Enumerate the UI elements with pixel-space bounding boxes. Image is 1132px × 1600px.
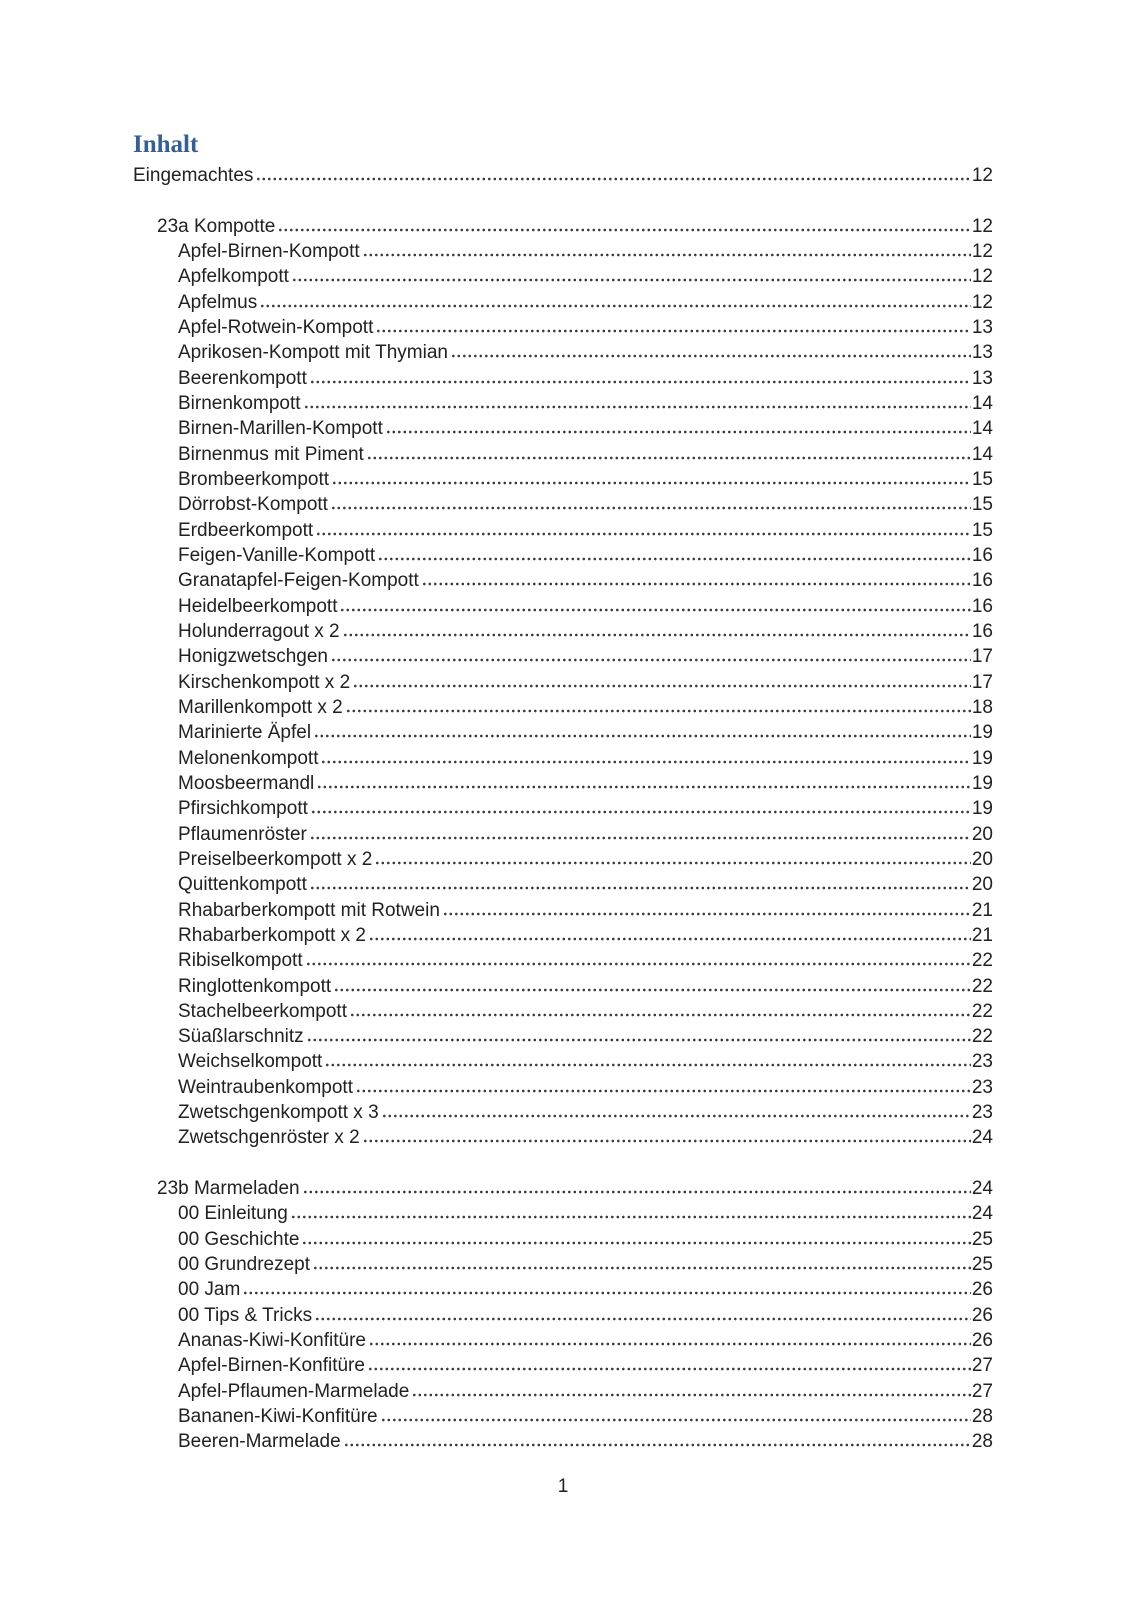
dot-leader [314, 1266, 971, 1270]
toc-entry-page: 16 [971, 595, 993, 617]
toc-entry-label: 00 Einleitung [178, 1203, 288, 1225]
toc-entry-page: 13 [971, 367, 993, 389]
dot-leader [369, 1367, 971, 1371]
toc-entry[interactable] [178, 545, 993, 570]
toc-entry[interactable] [178, 444, 993, 469]
toc-entry-label: Dörrobst-Kompott [178, 494, 328, 516]
toc-entry-page: 23 [971, 1076, 993, 1098]
toc-entry-label: Erdbeerkompott [178, 519, 314, 541]
toc-entry-label: Apfelkompott [178, 266, 289, 288]
toc-entry-page: 24 [971, 1127, 993, 1149]
toc-entry[interactable] [157, 216, 993, 241]
toc-entry[interactable] [178, 1026, 993, 1051]
toc-entry-label: Preiselbeerkompott x 2 [178, 848, 373, 870]
dot-leader [311, 886, 971, 890]
toc-entry[interactable] [178, 266, 993, 291]
toc-entry-page: 12 [971, 165, 993, 186]
toc-entry[interactable] [178, 1203, 993, 1228]
toc-entry-page: 12 [971, 240, 993, 262]
toc-entry-page: 26 [971, 1304, 993, 1326]
dot-leader [326, 1063, 971, 1067]
toc-entry[interactable] [178, 1229, 993, 1254]
dot-leader [444, 912, 971, 916]
toc-entry-page: 14 [971, 392, 993, 414]
toc-entry-page: 20 [971, 874, 993, 896]
toc-entry[interactable] [178, 1305, 993, 1330]
toc-entry-page: 21 [971, 899, 993, 921]
toc-entry-label: Kirschenkompott x 2 [178, 671, 351, 693]
toc-entry-page: 17 [971, 671, 993, 693]
toc-entry-page: 21 [971, 924, 993, 946]
toc-entry-page: 22 [971, 975, 993, 997]
dot-leader [257, 177, 970, 181]
toc-entry-page: 26 [971, 1279, 993, 1301]
toc-entry-label: Aprikosen-Kompott mit Thymian [178, 342, 448, 364]
dot-leader [303, 1241, 970, 1245]
dot-leader [377, 329, 970, 333]
toc-entry-label: Beeren-Marmelade [178, 1431, 341, 1453]
toc-entry[interactable] [178, 773, 993, 798]
toc-entry[interactable] [178, 596, 993, 621]
toc-entry-label: 00 Grundrezept [178, 1254, 311, 1276]
dot-leader [311, 836, 971, 840]
toc-list [133, 165, 993, 1457]
toc-entry-label: Marillenkompott x 2 [178, 696, 343, 718]
dot-leader [387, 430, 971, 434]
dot-leader [292, 1215, 971, 1219]
dot-leader [335, 988, 971, 992]
toc-entry-label: Melonenkompott [178, 747, 319, 769]
toc-entry[interactable] [178, 976, 993, 1001]
toc-entry-page: 13 [971, 316, 993, 338]
toc-entry-label: Rhabarberkompott mit Rotwein [178, 899, 440, 921]
dot-leader [351, 1013, 971, 1017]
toc-entry-page: 22 [971, 950, 993, 972]
dot-leader [305, 405, 971, 409]
dot-leader [332, 658, 971, 662]
toc-entry[interactable] [178, 697, 993, 722]
toc-entry-page: 17 [971, 646, 993, 668]
toc-entry-page: 12 [971, 266, 993, 288]
toc-entry-page: 27 [971, 1355, 993, 1377]
dot-leader [308, 1038, 971, 1042]
toc-entry-page: 23 [971, 1102, 993, 1124]
dot-leader [261, 304, 971, 308]
dot-leader [379, 557, 971, 561]
dot-leader [315, 734, 971, 738]
toc-entry-page: 16 [971, 544, 993, 566]
toc-entry[interactable] [178, 1279, 993, 1304]
toc-entry-label: Rhabarberkompott x 2 [178, 924, 366, 946]
dot-leader [317, 532, 971, 536]
dot-leader [357, 1089, 971, 1093]
toc-spacer [133, 1153, 993, 1178]
toc-entry-label: Bananen-Kiwi-Konfitüre [178, 1406, 378, 1428]
toc-entry[interactable] [178, 368, 993, 393]
toc-entry-label: Birnenkompott [178, 392, 301, 414]
toc-entry-page: 25 [971, 1228, 993, 1250]
toc-entry-page: 25 [971, 1254, 993, 1276]
toc-entry[interactable] [178, 418, 993, 443]
toc-entry-page: 19 [971, 772, 993, 794]
toc-entry-page: 13 [971, 342, 993, 364]
toc-entry-label: Quittenkompott [178, 874, 307, 896]
toc-entry-page: 16 [971, 570, 993, 592]
toc-entry-page: 24 [971, 1178, 993, 1200]
toc-entry-label: Feigen-Vanille-Kompott [178, 544, 376, 566]
dot-leader [370, 1342, 971, 1346]
toc-entry[interactable] [178, 1406, 993, 1431]
toc-entry-label: 23a Kompotte [157, 215, 276, 237]
dot-leader [452, 354, 971, 358]
toc-entry[interactable] [178, 950, 993, 975]
toc-entry-label: Moosbeermandl [178, 772, 315, 794]
toc-entry-label: Zwetschgenkompott x 3 [178, 1102, 379, 1124]
dot-leader [244, 1291, 971, 1295]
toc-entry-label: Apfel-Pflaumen-Marmelade [178, 1380, 410, 1402]
toc-entry[interactable] [178, 798, 993, 823]
toc-entry[interactable] [178, 849, 993, 874]
dot-leader [383, 1114, 971, 1118]
dot-leader [333, 481, 971, 485]
toc-entry[interactable] [178, 900, 993, 925]
toc-entry-page: 19 [971, 722, 993, 744]
dot-leader [304, 1190, 971, 1194]
toc-entry[interactable] [178, 1381, 993, 1406]
dot-leader [423, 582, 971, 586]
toc-entry-label: Apfel-Birnen-Kompott [178, 240, 360, 262]
toc-entry-page: 20 [971, 823, 993, 845]
toc-entry-page: 15 [971, 519, 993, 541]
toc-entry-label: Apfel-Rotwein-Kompott [178, 316, 374, 338]
toc-entry-page: 24 [971, 1203, 993, 1225]
dot-leader [311, 380, 971, 384]
dot-leader [316, 1317, 971, 1321]
toc-entry[interactable] [178, 925, 993, 950]
dot-leader [344, 633, 971, 637]
toc-entry-page: 18 [971, 696, 993, 718]
toc-entry-label: Brombeerkompott [178, 468, 330, 490]
toc-entry-page: 20 [971, 848, 993, 870]
dot-leader [370, 937, 971, 941]
page-title: Inhalt [133, 131, 199, 158]
page-footer-number: 1 [557, 1476, 569, 1497]
toc-entry-label: Granatapfel-Feigen-Kompott [178, 570, 419, 592]
toc-entry[interactable] [178, 1102, 993, 1127]
toc-entry[interactable] [178, 520, 993, 545]
toc-entry[interactable] [178, 494, 993, 519]
toc-entry[interactable] [178, 1355, 993, 1380]
dot-leader [341, 608, 970, 612]
toc-entry[interactable] [178, 1254, 993, 1279]
toc-entry-label: Marinierte Äpfel [178, 722, 312, 744]
toc-entry-page: 12 [971, 291, 993, 313]
toc-entry[interactable] [178, 824, 993, 849]
toc-entry[interactable] [178, 1330, 993, 1355]
toc-entry[interactable] [178, 469, 993, 494]
dot-leader [279, 228, 971, 232]
toc-entry[interactable] [178, 646, 993, 671]
toc-entry-label: Ananas-Kiwi-Konfitüre [178, 1330, 366, 1352]
dot-leader [376, 861, 971, 865]
dot-leader [318, 785, 971, 789]
toc-entry-page: 14 [971, 443, 993, 465]
toc-entry[interactable] [178, 292, 993, 317]
toc-entry-label: Eingemachtes [133, 165, 254, 186]
toc-entry[interactable] [178, 1431, 993, 1456]
toc-entry[interactable] [178, 317, 993, 342]
dot-leader [364, 1139, 971, 1143]
dot-leader [368, 456, 971, 460]
toc-entry-page: 15 [971, 494, 993, 516]
toc-entry-page: 22 [971, 1000, 993, 1022]
toc-entry-label: 23b Marmeladen [157, 1178, 300, 1200]
toc-entry[interactable] [178, 672, 993, 697]
toc-entry-label: Birnenmus mit Piment [178, 443, 364, 465]
toc-entry-page: 28 [971, 1431, 993, 1453]
toc-entry[interactable] [133, 165, 993, 190]
toc-entry[interactable] [178, 748, 993, 773]
toc-entry-page: 26 [971, 1330, 993, 1352]
toc-entry-page: 23 [971, 1051, 993, 1073]
toc-entry[interactable] [157, 1178, 993, 1203]
document-page [133, 131, 993, 1457]
toc-entry-page: 28 [971, 1406, 993, 1428]
dot-leader [382, 1418, 971, 1422]
toc-entry-label: Süaßlarschnitz [178, 1026, 304, 1048]
dot-leader [354, 684, 971, 688]
toc-entry[interactable] [178, 570, 993, 595]
toc-entry[interactable] [178, 1001, 993, 1026]
toc-entry-label: 00 Tips & Tricks [178, 1304, 313, 1326]
toc-entry-label: Holunderragout x 2 [178, 620, 340, 642]
toc-entry[interactable] [178, 621, 993, 646]
toc-entry-label: Weichselkompott [178, 1051, 323, 1073]
toc-entry[interactable] [178, 874, 993, 899]
dot-leader [322, 760, 970, 764]
toc-entry[interactable] [178, 1127, 993, 1152]
toc-entry-label: Heidelbeerkompott [178, 595, 338, 617]
toc-entry[interactable] [178, 722, 993, 747]
toc-entry-label: Weintraubenkompott [178, 1076, 353, 1098]
dot-leader [332, 506, 971, 510]
toc-entry-page: 14 [971, 418, 993, 440]
dot-leader [312, 810, 971, 814]
toc-entry-label: Pfirsichkompott [178, 798, 308, 820]
toc-entry-label: Zwetschgenröster x 2 [178, 1127, 360, 1149]
dot-leader [307, 962, 971, 966]
dot-leader [364, 253, 971, 257]
toc-entry-page: 12 [971, 215, 993, 237]
dot-leader [347, 709, 971, 713]
toc-entry-page: 19 [971, 747, 993, 769]
toc-entry-label: 00 Geschichte [178, 1228, 300, 1250]
toc-entry-page: 22 [971, 1026, 993, 1048]
toc-entry-label: Apfel-Birnen-Konfitüre [178, 1355, 365, 1377]
toc-entry-label: Birnen-Marillen-Kompott [178, 418, 383, 440]
toc-entry[interactable] [178, 241, 993, 266]
toc-entry-label: Ringlottenkompott [178, 975, 332, 997]
toc-entry-page: 16 [971, 620, 993, 642]
toc-entry-label: Ribiselkompott [178, 950, 303, 972]
toc-entry-label: Stachelbeerkompott [178, 1000, 347, 1022]
toc-entry-label: Beerenkompott [178, 367, 307, 389]
toc-entry-label: 00 Jam [178, 1279, 241, 1301]
dot-leader [413, 1393, 971, 1397]
toc-entry-page: 15 [971, 468, 993, 490]
toc-entry[interactable] [178, 342, 993, 367]
toc-entry[interactable] [178, 393, 993, 418]
dot-leader [293, 278, 971, 282]
toc-spacer [133, 190, 993, 215]
toc-entry-label: Pflaumenröster [178, 823, 307, 845]
toc-entry-page: 27 [971, 1380, 993, 1402]
toc-entry[interactable] [178, 1051, 993, 1076]
dot-leader [345, 1443, 971, 1447]
toc-entry[interactable] [178, 1077, 993, 1102]
toc-entry-label: Honigzwetschgen [178, 646, 328, 668]
toc-entry-label: Apfelmus [178, 291, 258, 313]
toc-entry-page: 19 [971, 798, 993, 820]
